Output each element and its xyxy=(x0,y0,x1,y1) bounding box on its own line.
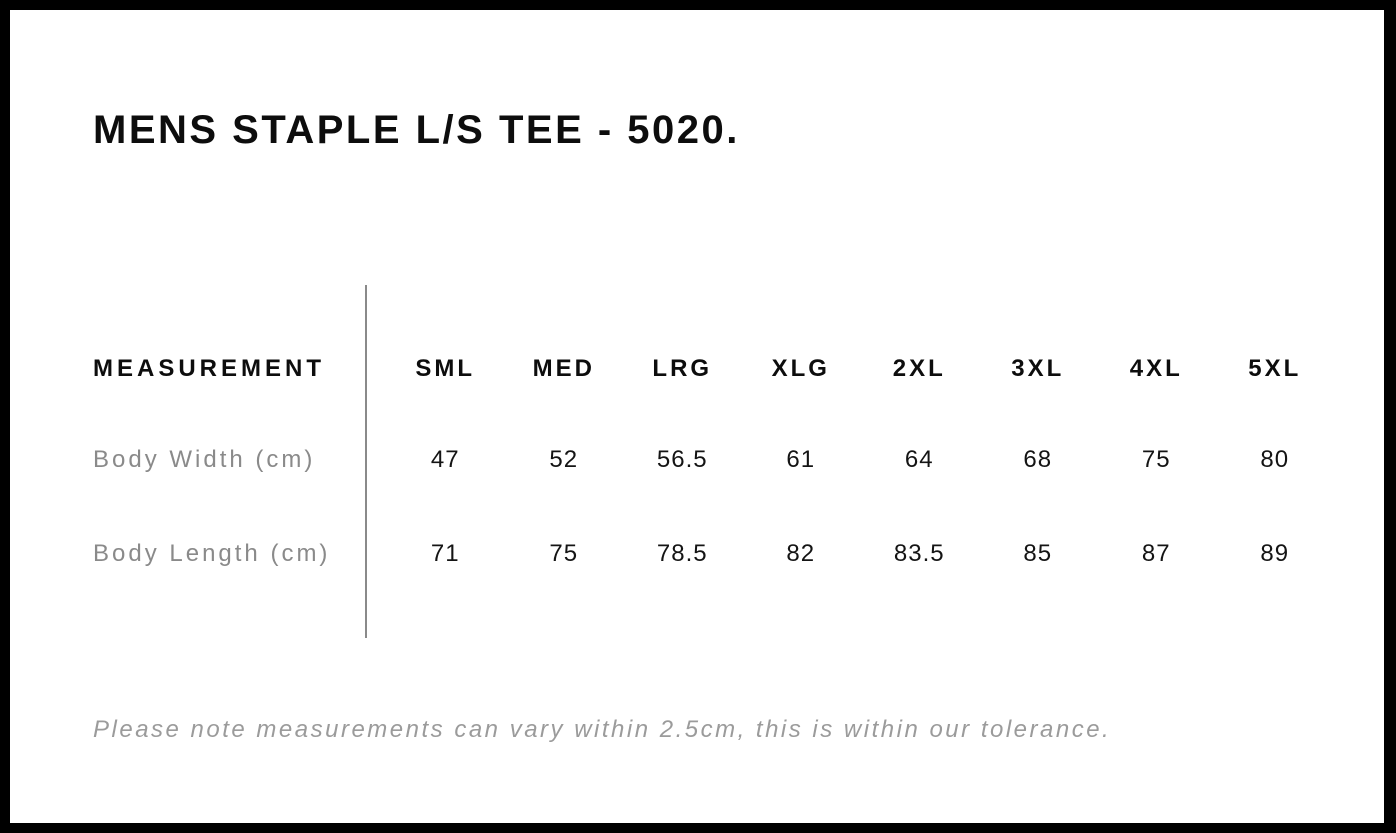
body-width-4xl: 75 xyxy=(1141,446,1171,473)
body-width-row xyxy=(93,446,1334,474)
body-width-3xl: 68 xyxy=(1023,446,1053,473)
body-width-lrg: 56.5 xyxy=(656,446,708,473)
body-length-5xl: 89 xyxy=(1260,540,1290,567)
column-header-4xl: 4XL xyxy=(1129,355,1183,382)
body-length-3xl: 85 xyxy=(1023,540,1053,567)
row-label-body-length: Body Length (cm) xyxy=(93,540,331,567)
column-header-sml: SML xyxy=(415,355,476,382)
page-title: MENS STAPLE L/S TEE - 5020. xyxy=(93,108,740,152)
body-width-2xl: 64 xyxy=(904,446,934,473)
column-header-2xl: 2XL xyxy=(892,355,946,382)
body-width-med: 52 xyxy=(549,446,579,473)
row-label-body-width: Body Width (cm) xyxy=(93,446,316,473)
body-width-xlg: 61 xyxy=(786,446,816,473)
column-header-3xl: 3XL xyxy=(1011,355,1065,382)
body-length-med: 75 xyxy=(549,540,579,567)
body-length-sml: 71 xyxy=(430,540,460,567)
column-header-xlg: XLG xyxy=(771,355,830,382)
body-length-row xyxy=(93,540,1334,568)
column-header-lrg: LRG xyxy=(652,355,713,382)
body-length-lrg: 78.5 xyxy=(656,540,708,567)
body-length-2xl: 83.5 xyxy=(893,540,945,567)
body-length-xlg: 82 xyxy=(786,540,816,567)
body-width-5xl: 80 xyxy=(1260,446,1290,473)
body-width-sml: 47 xyxy=(430,446,460,473)
column-header-5xl: 5XL xyxy=(1248,355,1302,382)
body-length-4xl: 87 xyxy=(1141,540,1171,567)
tolerance-note: Please note measurements can vary within 2.5cm, this is within our tolerance. xyxy=(93,716,1112,743)
column-header-measurement: MEASUREMENT xyxy=(93,355,326,382)
size-table-header-row xyxy=(93,355,1334,383)
column-header-med: MED xyxy=(532,355,595,382)
